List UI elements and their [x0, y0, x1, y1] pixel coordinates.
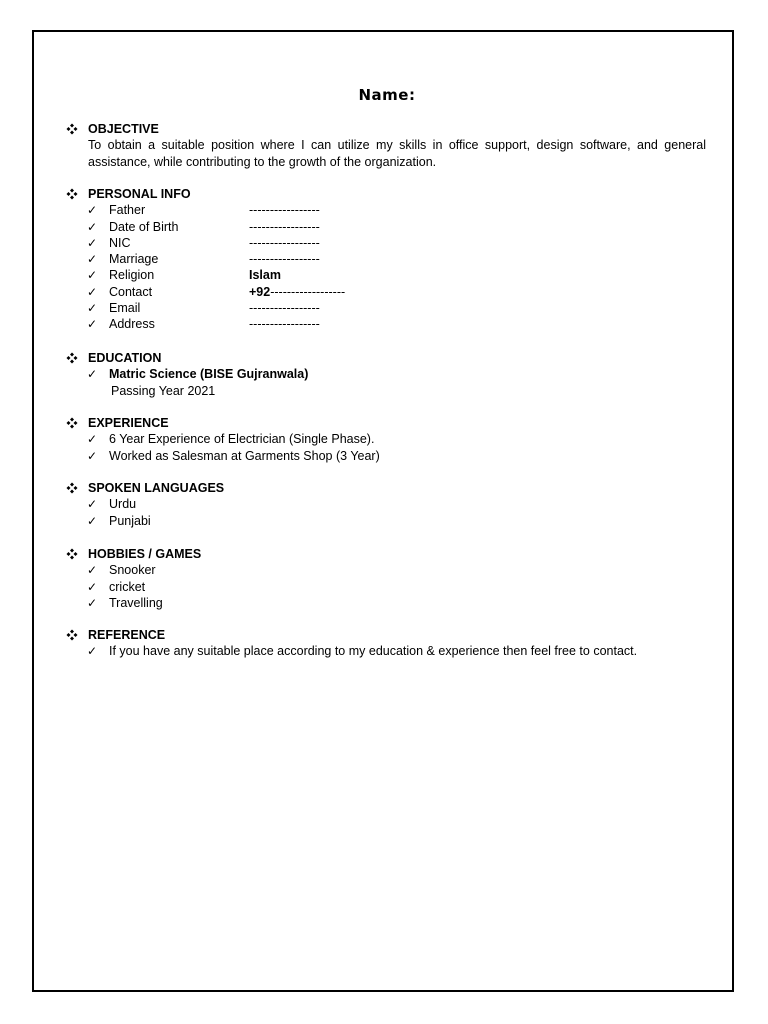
check-mark-icon: ✓ [87, 367, 98, 382]
info-value: ----------------- [249, 301, 320, 316]
check-mark-icon: ✓ [87, 317, 98, 332]
languages-section [66, 480, 706, 529]
diamond-bullet-icon [66, 629, 88, 641]
contact-prefix: +92 [249, 284, 271, 299]
list-item [66, 643, 706, 659]
personal-info-heading: PERSONAL INFO [88, 187, 191, 201]
list-item [66, 595, 706, 611]
objective-section [66, 121, 706, 170]
info-value: ----------------- [249, 219, 320, 234]
info-label: Religion [109, 268, 155, 283]
document-title: Name: [358, 86, 416, 104]
info-row-nic [66, 235, 706, 251]
info-value [249, 284, 345, 300]
objective-text: To obtain a suitable position where I can utilize my skills in office support, design software, and general assistance, while contributing to the growth of the organization. [88, 138, 706, 169]
info-label: NIC [109, 235, 131, 250]
hobby-item: cricket [109, 579, 146, 594]
list-item [66, 513, 706, 529]
check-mark-icon: ✓ [87, 448, 98, 463]
check-mark-icon: ✓ [87, 497, 98, 512]
language-item: Urdu [109, 497, 137, 512]
diamond-bullet-icon [66, 352, 88, 364]
info-row-father [66, 202, 706, 218]
education-year-row [66, 383, 706, 399]
info-row-dob [66, 219, 706, 235]
info-label: Contact [109, 284, 153, 299]
info-row-address [66, 316, 706, 332]
diamond-bullet-icon [66, 188, 88, 200]
experience-item: 6 Year Experience of Electrician (Single Phase). [109, 432, 375, 447]
experience-item: Worked as Salesman at Garments Shop (3 Year) [109, 448, 380, 463]
check-mark-icon: ✓ [87, 284, 98, 299]
info-value: ----------------- [249, 235, 320, 250]
info-label: Father [109, 203, 146, 218]
info-label: Email [109, 301, 141, 316]
diamond-bullet-icon [66, 123, 88, 135]
list-item [66, 496, 706, 512]
reference-heading: REFERENCE [88, 628, 166, 642]
info-row-contact [66, 284, 706, 300]
education-section [66, 350, 706, 399]
hobby-item: Snooker [109, 563, 156, 578]
check-mark-icon: ✓ [87, 563, 98, 578]
diamond-bullet-icon [66, 417, 88, 429]
reference-item: If you have any suitable place according to my education & experience then feel free to contact. [109, 644, 638, 659]
info-label: Marriage [109, 252, 159, 267]
languages-heading: SPOKEN LANGUAGES [88, 481, 225, 495]
list-item [66, 579, 706, 595]
education-degree: Matric Science (BISE Gujranwala) [109, 367, 309, 382]
check-mark-icon: ✓ [87, 203, 98, 218]
check-mark-icon: ✓ [87, 432, 98, 447]
diamond-bullet-icon [66, 482, 88, 494]
education-degree-row [66, 366, 706, 382]
hobbies-section [66, 546, 706, 611]
info-value: Islam [249, 268, 281, 283]
check-mark-icon: ✓ [87, 579, 98, 594]
check-mark-icon: ✓ [87, 252, 98, 267]
diamond-bullet-icon [66, 548, 88, 560]
check-mark-icon: ✓ [87, 219, 98, 234]
experience-section [66, 415, 706, 464]
contact-placeholder: ------------------ [270, 284, 346, 299]
personal-info-section [66, 186, 706, 333]
hobbies-heading: HOBBIES / GAMES [88, 547, 202, 561]
info-label: Address [109, 317, 155, 332]
info-row-email [66, 300, 706, 316]
experience-heading: EXPERIENCE [88, 416, 169, 430]
info-label: Date of Birth [109, 219, 179, 234]
list-item [66, 431, 706, 447]
language-item: Punjabi [109, 513, 151, 528]
check-mark-icon: ✓ [87, 644, 98, 659]
info-value: ----------------- [249, 317, 320, 332]
education-year: Passing Year 2021 [111, 383, 216, 398]
reference-section [66, 627, 706, 660]
check-mark-icon: ✓ [87, 595, 98, 610]
info-value: ----------------- [249, 203, 320, 218]
check-mark-icon: ✓ [87, 235, 98, 250]
list-item [66, 448, 706, 464]
info-row-religion [66, 267, 706, 283]
check-mark-icon: ✓ [87, 268, 98, 283]
hobby-item: Travelling [109, 595, 163, 610]
education-heading: EDUCATION [88, 351, 162, 365]
info-row-marriage [66, 251, 706, 267]
objective-heading: OBJECTIVE [88, 122, 159, 136]
info-value: ----------------- [249, 252, 320, 267]
list-item [66, 562, 706, 578]
check-mark-icon: ✓ [87, 513, 98, 528]
check-mark-icon: ✓ [87, 301, 98, 316]
